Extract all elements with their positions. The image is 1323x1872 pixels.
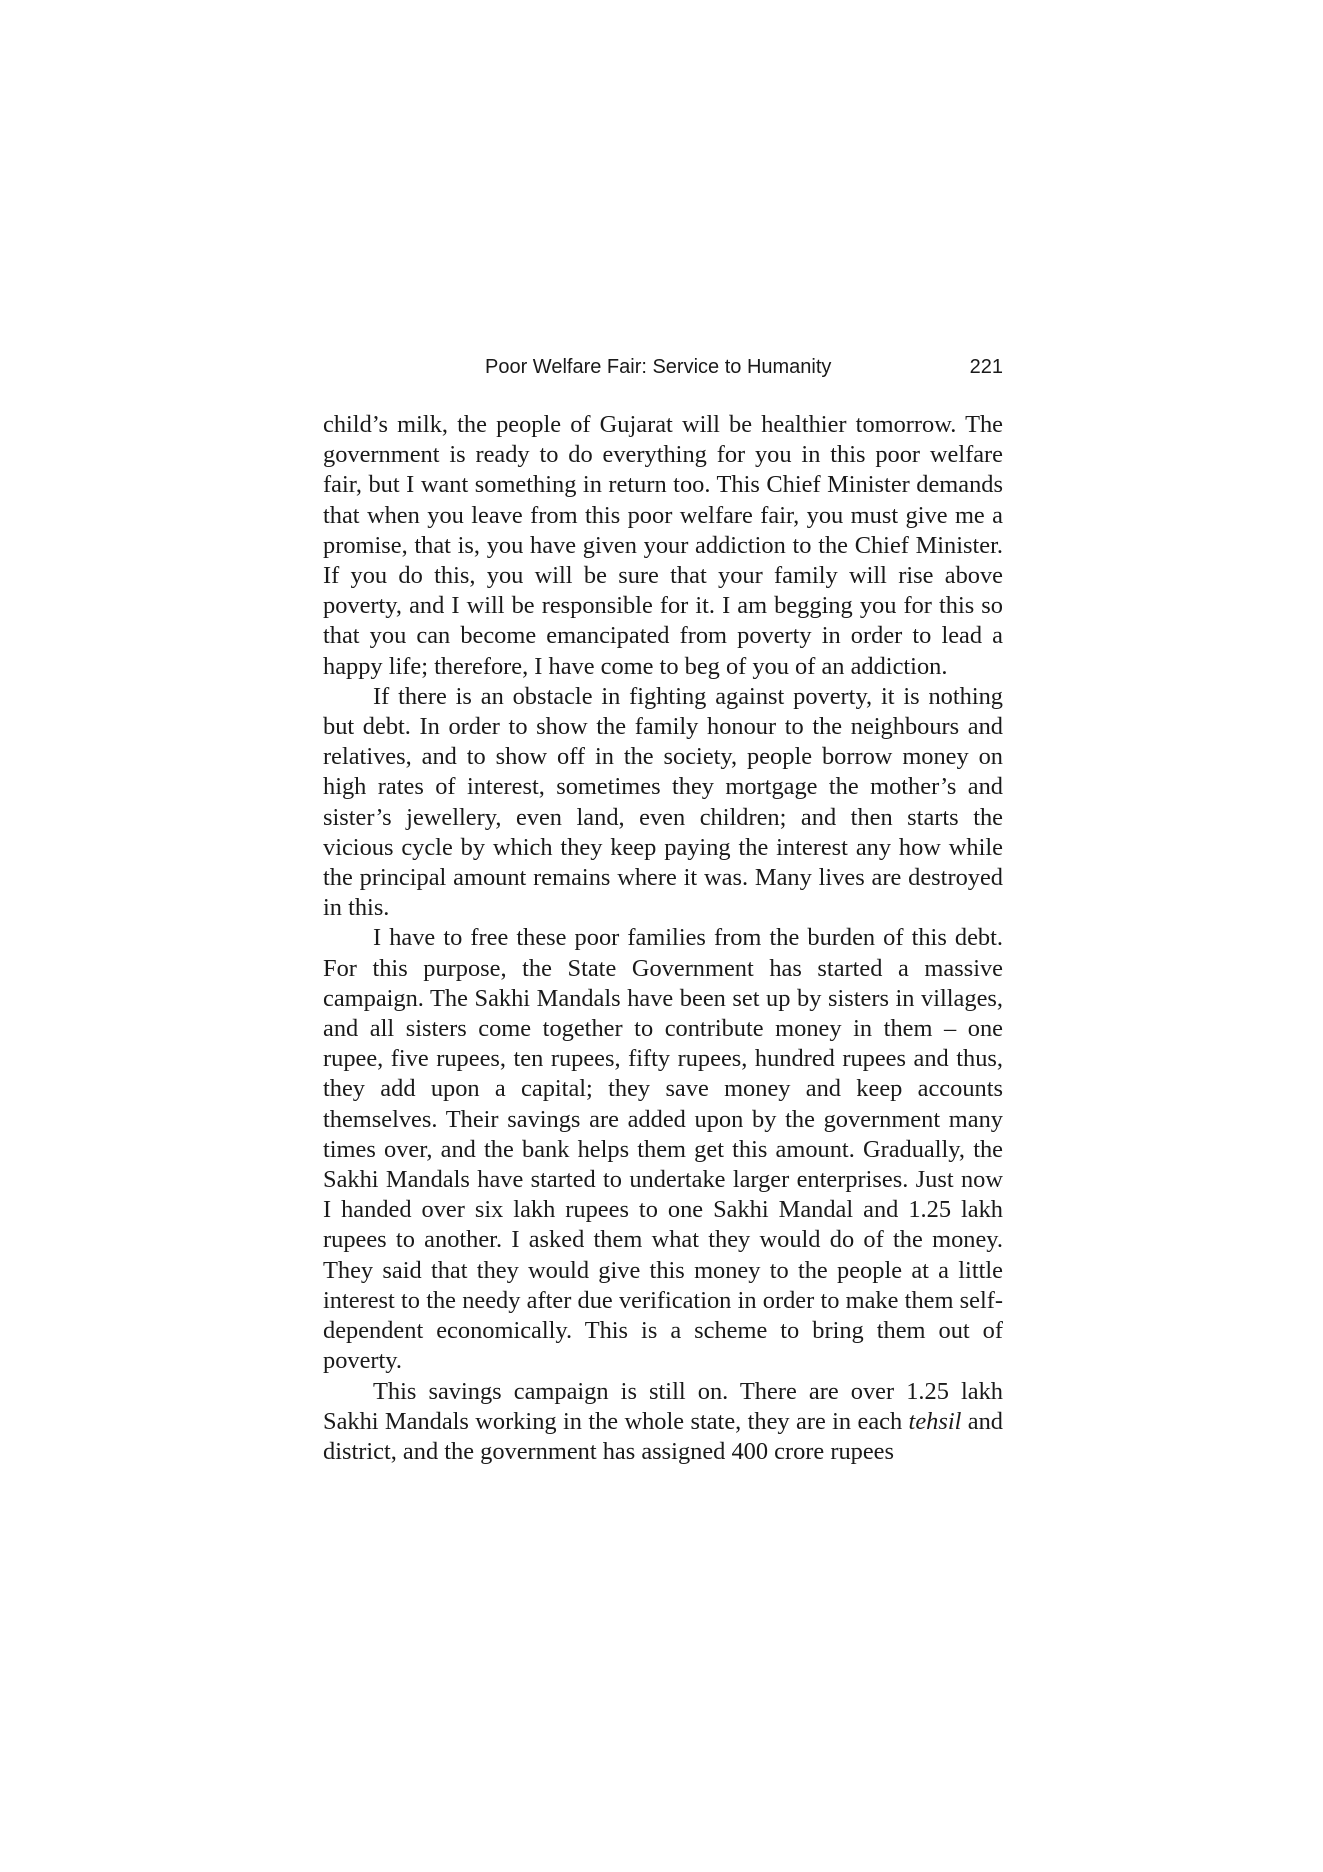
page-number: 221 [969, 356, 1003, 378]
paragraph-3: I have to free these poor families from the burden of this debt. For this purpose, the State Government has started a massive campaign. The Sakhi Mandals have been set up by sisters in villages, and all sisters come together to contribute money in them – one rupee, five rupees, ten rupees, fifty rupees, hundred rupees and thus, they add upon a capital; they save money and keep accounts themselves. Their savings are added upon by the government many times over, and the bank helps them get this amount. Gradually, the Sakhi Mandals have started to undertake larger enterprises. Just now I handed over six lakh rupees to one Sakhi Mandal and 1.25 lakh rupees to another. I asked them what they would do of the money. They said that they would give this money to the people at a little interest to the needy after due verification in order to make them self-dependent economically. This is a scheme to bring them out of poverty. [323, 924, 1003, 1375]
paragraph-4-text-end: and district, and the government has assigned 400 crore rupees [323, 1407, 1003, 1465]
paragraph-1: child’s milk, the people of Gujarat will be healthier tomorrow. The government is ready to do everything for you in this poor welfare fair, but I want something in return too. This Chief Minister demands that when you leave from this poor welfare fair, you must give me a promise, that is, you have given your addiction to the Chief Minister. If you do this, you will be sure that your family will rise above poverty, and I will be responsible for it. I am begging you for this so that you can become emancipated from poverty in order to lead a happy life; therefore, I have come to beg of you of an addiction. [323, 411, 1003, 680]
paragraph-2: If there is an obstacle in fighting against poverty, it is nothing but debt. In order to show the family honour to the neighbours and relatives, and to show off in the society, people borrow money on high rates of interest, sometimes they mortgage the mother’s and sister’s jewellery, even land, even children; and then starts the vicious cycle by which they keep paying the interest any how while the principal amount remains where it was. Many lives are destroyed in this. [323, 682, 1003, 922]
italic-term: tehsil [908, 1407, 962, 1435]
paragraph-4-text-start: This savings campaign is still on. There are over 1.25 lakh Sakhi Mandals working in the whole state, they are in each [323, 1377, 1003, 1435]
body-text [323, 410, 1003, 1467]
running-header [323, 352, 1003, 382]
paragraph-4 [323, 1377, 1003, 1468]
chapter-title: Poor Welfare Fair: Service to Humanity [485, 356, 832, 378]
